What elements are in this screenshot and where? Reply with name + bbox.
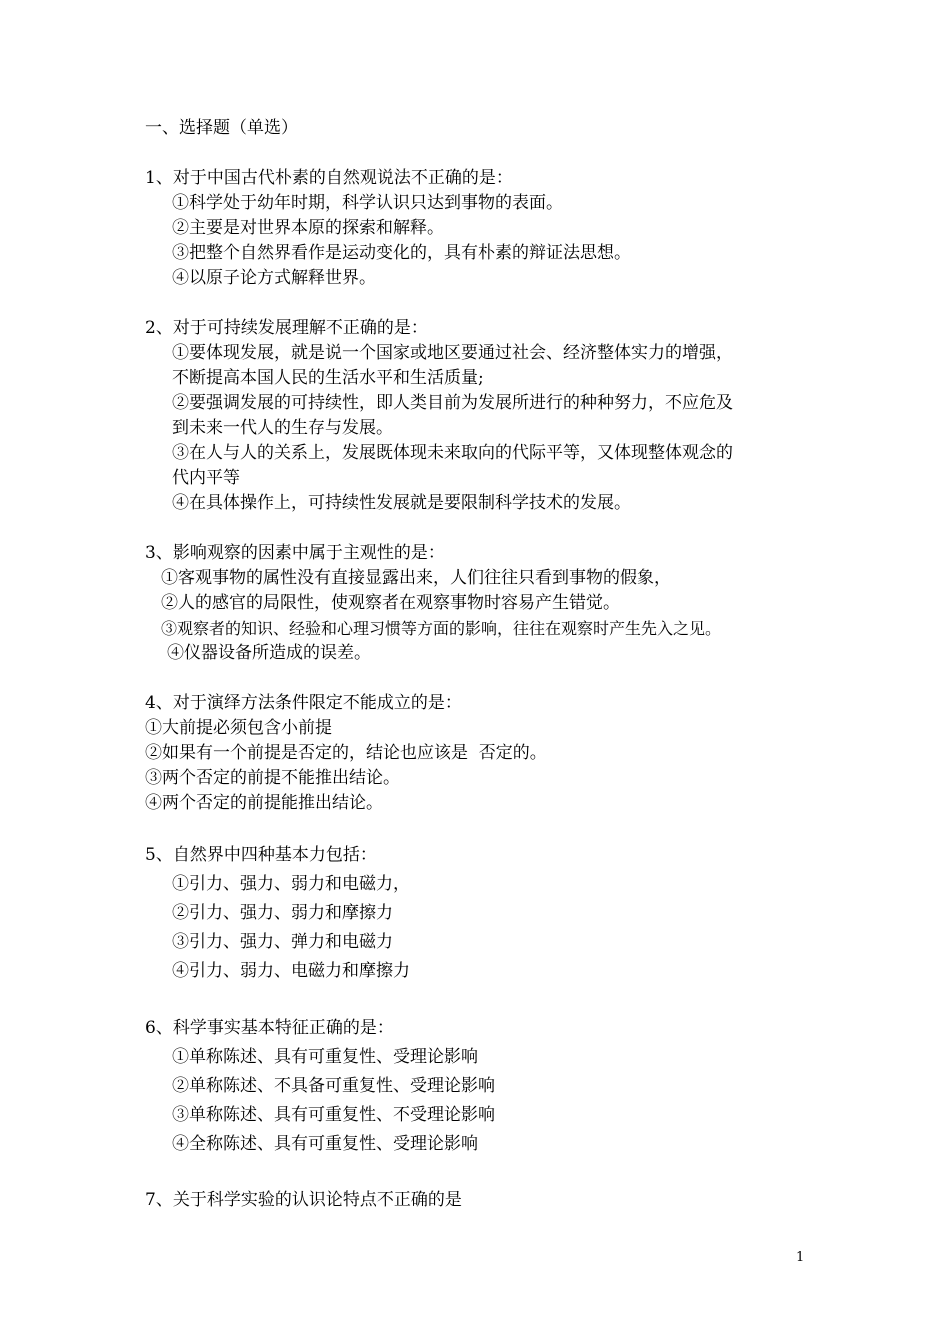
question-5-stem: 5、自然界中四种基本力包括： (145, 845, 377, 865)
question-2-option-3-cont: 代内平等 (172, 468, 240, 488)
question-3-stem: 3、影响观察的因素中属于主观性的是： (145, 543, 445, 563)
question-2-stem: 2、对于可持续发展理解不正确的是： (145, 318, 428, 338)
question-4-option-3: ③两个否定的前提不能推出结论。 (145, 768, 400, 788)
question-6-option-1: ①单称陈述、具有可重复性、受理论影响 (172, 1047, 478, 1067)
question-4-option-4: ④两个否定的前提能推出结论。 (145, 793, 383, 813)
question-4-option-1: ①大前提必须包含小前提 (145, 718, 332, 738)
question-1-option-4: ④以原子论方式解释世界。 (172, 268, 376, 288)
question-3-option-4: ④仪器设备所造成的误差。 (167, 643, 371, 663)
question-4-option-2: ②如果有一个前提是否定的，结论也应该是 否定的。 (145, 743, 547, 763)
question-1-option-1: ①科学处于幼年时期，科学认识只达到事物的表面。 (172, 193, 563, 213)
question-6-stem: 6、科学事实基本特征正确的是： (145, 1018, 394, 1038)
question-4-stem: 4、对于演绎方法条件限定不能成立的是： (145, 693, 462, 713)
question-2-option-1-cont: 不断提高本国人民的生活水平和生活质量; (172, 368, 484, 388)
question-2-option-1: ①要体现发展，就是说一个国家或地区要通过社会、经济整体实力的增强， (172, 343, 733, 363)
question-6-option-4: ④全称陈述、具有可重复性、受理论影响 (172, 1134, 478, 1154)
page-number: 1 (796, 1250, 805, 1265)
question-3-option-1: ①客观事物的属性没有直接显露出来，人们往往只看到事物的假象， (161, 568, 671, 588)
question-3-option-2: ②人的感官的局限性，使观察者在观察事物时容易产生错觉。 (161, 593, 620, 613)
question-1-stem: 1、对于中国古代朴素的自然观说法不正确的是： (145, 168, 513, 188)
question-5-option-3: ③引力、强力、弹力和电磁力 (172, 932, 393, 952)
question-5-option-1: ①引力、强力、弱力和电磁力， (172, 874, 410, 894)
question-1-option-3: ③把整个自然界看作是运动变化的，具有朴素的辩证法思想。 (172, 243, 631, 263)
question-2-option-2-cont: 到未来一代人的生存与发展。 (172, 418, 393, 438)
question-2-option-4: ④在具体操作上，可持续性发展就是要限制科学技术的发展。 (172, 493, 631, 513)
question-7-stem: 7、关于科学实验的认识论特点不正确的是 (145, 1190, 462, 1210)
question-2-option-3: ③在人与人的关系上，发展既体现未来取向的代际平等，又体现整体观念的 (172, 443, 733, 463)
question-6-option-3: ③单称陈述、具有可重复性、不受理论影响 (172, 1105, 495, 1125)
question-3-option-3: ③观察者的知识、经验和心理习惯等方面的影响，往往在观察时产生先入之见。 (161, 619, 722, 638)
question-5-option-4: ④引力、弱力、电磁力和摩擦力 (172, 961, 410, 981)
question-1-option-2: ②主要是对世界本原的探索和解释。 (172, 218, 444, 238)
question-6-option-2: ②单称陈述、不具备可重复性、受理论影响 (172, 1076, 495, 1096)
section-title: 一、选择题（单选） (145, 118, 298, 138)
question-5-option-2: ②引力、强力、弱力和摩擦力 (172, 903, 393, 923)
question-2-option-2: ②要强调发展的可持续性，即人类目前为发展所进行的种种努力，不应危及 (172, 393, 733, 413)
